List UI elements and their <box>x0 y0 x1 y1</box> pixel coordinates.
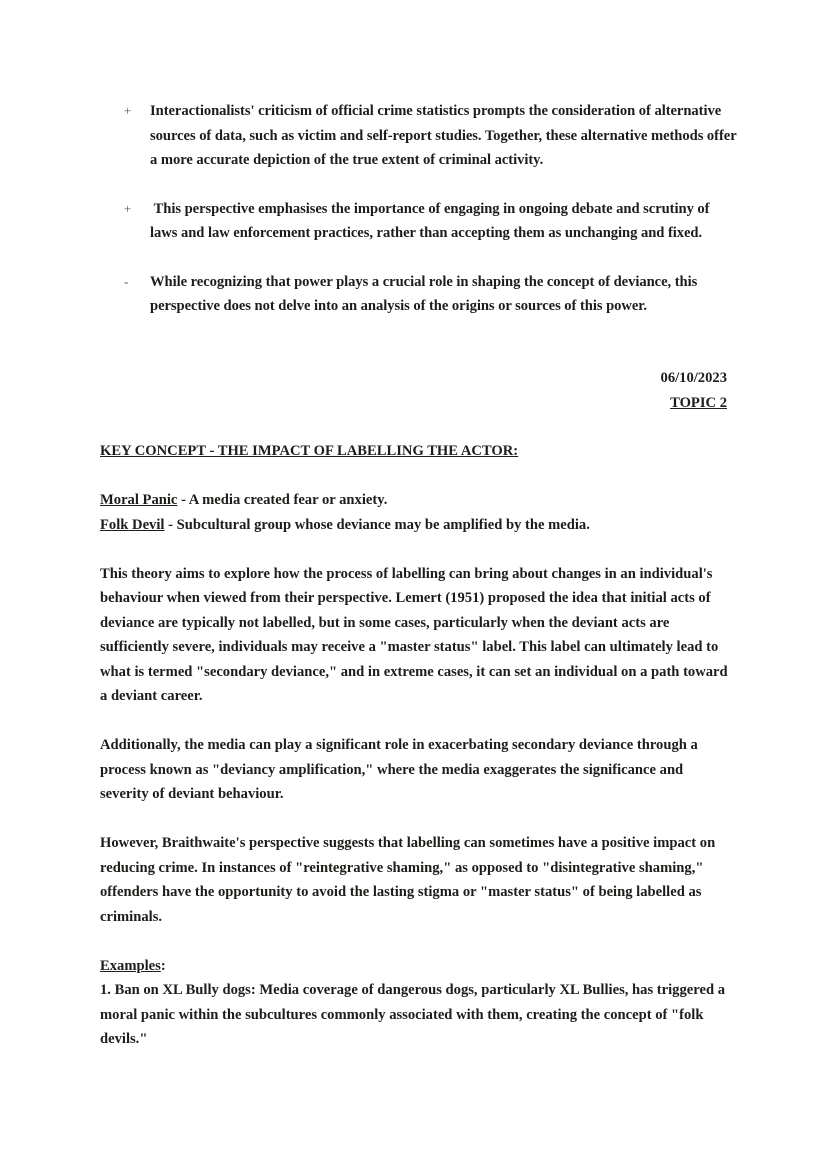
plus-marker-icon: + <box>124 200 132 216</box>
paragraph-deviancy-amplification: Additionally, the media can play a significant role in exacerbating secondary deviance through a process known as "deviancy amplification," where the media exaggerates the significance and severity of deviant behaviour. <box>100 737 698 802</box>
definition-text: - Subcultural group whose deviance may be amplified by the media. <box>164 516 590 533</box>
definitions-block <box>100 488 730 537</box>
examples-heading <box>100 954 730 979</box>
bullet-text: While recognizing that power plays a crucial role in shaping the concept of deviance, this perspective does not delve into an analysis of the origins or sources of this power. <box>150 273 698 314</box>
term-folk-devil: Folk Devil <box>100 516 165 533</box>
bullet-item-strength-2 <box>118 197 738 246</box>
definition-folk-devil <box>100 513 730 538</box>
bullet-item-strength-1 <box>118 99 738 173</box>
examples-block <box>100 954 730 1052</box>
bullet-text: Interactionalists' criticism of official crime statistics prompts the consideration of alternative sources of data, such as victim and self-report studies. Together, these alternative methods offer a more accurate depiction of the true extent of criminal activity. <box>150 103 737 168</box>
bullet-item-weakness-1 <box>118 270 738 319</box>
examples-colon: : <box>160 957 166 974</box>
paragraph-braithwaite: However, Braithwaite's perspective suggests that labelling can sometimes have a positive impact on reducing crime. In instances of "reintegrative shaming," as opposed to "disintegrative shaming," offenders have the opportunity to avoid the lasting stigma or "master status" of being labelled as criminals. <box>100 835 716 925</box>
plus-marker-icon: + <box>124 103 132 118</box>
paragraph-lemert: This theory aims to explore how the process of labelling can bring about changes in an individual's behaviour when viewed from their perspective. Lemert (1951) proposed the idea that initial acts of deviance are typically not labelled, but in some cases, particularly when the deviant acts are sufficiently severe, individuals may receive a "master status" label. This label can ultimately lead to what is termed "secondary deviance," and in extreme cases, it can set an individual on a path toward a deviant career. <box>100 565 728 704</box>
example-item-1: 1. Ban on XL Bully dogs: Media coverage of dangerous dogs, particularly XL Bullies, has triggered a moral panic within the subcultures commonly associated with them, creating the concept of "folk devils." <box>100 982 726 1047</box>
term-moral-panic: Moral Panic <box>100 492 178 508</box>
topic-label: TOPIC 2 <box>670 394 727 411</box>
evaluation-bullet-list <box>118 99 738 343</box>
definition-text: - A media created fear or anxiety. <box>177 492 388 508</box>
examples-label: Examples <box>100 957 161 974</box>
date-label: 06/10/2023 <box>660 370 727 386</box>
definition-moral-panic <box>100 488 730 513</box>
section-heading: KEY CONCEPT - THE IMPACT OF LABELLING THE ACTOR: <box>100 443 519 459</box>
minus-marker-icon: - <box>124 273 129 289</box>
date-topic-header <box>661 366 727 415</box>
main-content <box>100 439 730 1052</box>
bullet-text: This perspective emphasises the importance of engaging in ongoing debate and scrutiny of laws and law enforcement practices, rather than accepting them as unchanging and fixed. <box>150 200 714 241</box>
